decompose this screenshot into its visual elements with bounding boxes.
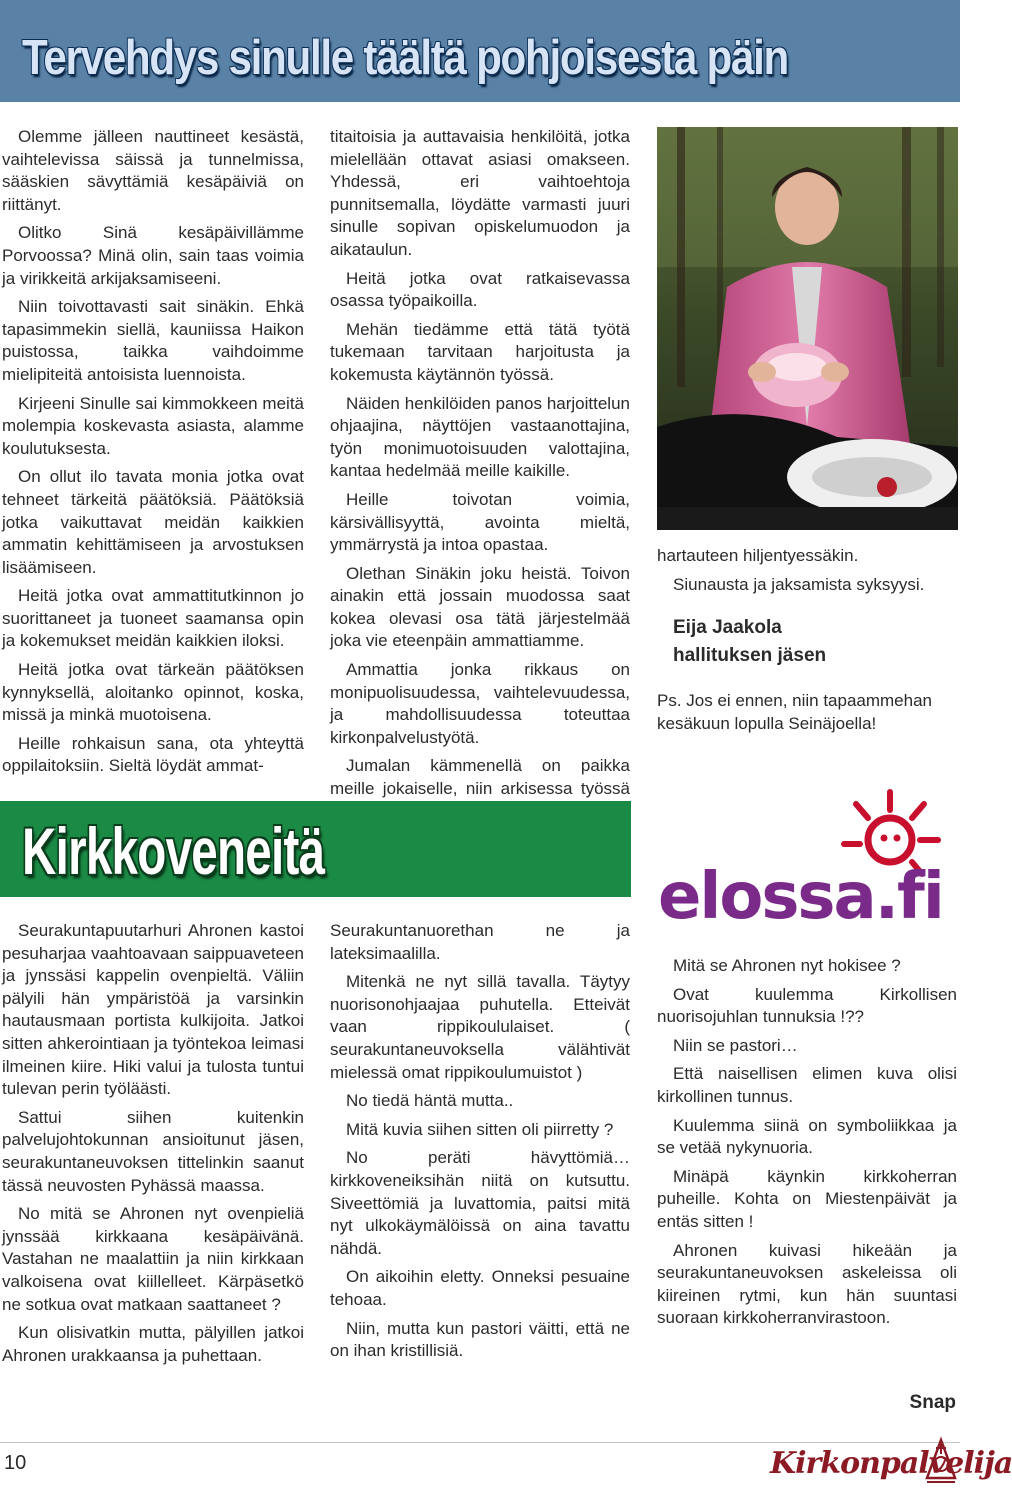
paragraph: Heille rohkaisun sana, ota yhteyttä oppilaitoksiin. Sieltä löydät ammat- bbox=[2, 733, 304, 776]
paragraph: Minäpä käynkin kirkkoherran puheille. Kohta on Miestenpäivät ja entäs sitten ! bbox=[657, 1166, 957, 1231]
paragraph: Heitä jotka ovat tärkeän päätöksen kynnyksellä, aloitanko opinnot, koska, missä ja minkä muotoisena. bbox=[2, 660, 304, 725]
paragraph: Mehän tiedämme että tätä työtä tukemaan tarvitaan harjoitusta ja kokemusta käytännön työssä. bbox=[330, 319, 630, 384]
footer-divider bbox=[0, 1442, 960, 1443]
paragraph: Heille toivotan voimia, kärsivällisyyttä, avointa mieltä, ymmärrystä ja intoa opastaa. bbox=[330, 489, 630, 555]
paragraph: Kirjeeni Sinulle sai kimmokkeen meitä molempia koskevasta asiasta, alamme koulutuksesta. bbox=[2, 393, 304, 458]
article2-column-2 bbox=[330, 920, 630, 1369]
paragraph: Ovat kuulemma Kirkollisen nuorisojuhlan tunnuksia !?? bbox=[657, 984, 957, 1027]
paragraph: Heitä jotka ovat ammattitutkinnon jo suorittaneet ja tuoneet saamansa opin ja kokemukset meidän kaikkien iloksi. bbox=[2, 586, 304, 651]
paragraph: Niin, mutta kun pastori väitti, että ne on ihan kristillisiä. bbox=[330, 1318, 630, 1361]
header-banner bbox=[0, 0, 960, 102]
section-title: Kirkkoveneitä bbox=[22, 814, 325, 888]
paragraph: Siunausta ja jaksamista syksyysi. bbox=[673, 574, 925, 594]
paragraph: Olethan Sinäkin joku heistä. Toivon ainakin että jossain muodossa saat kokea olevasi osa tätä järjestelmää joka vie eteenpäin ammattiamme. bbox=[330, 563, 630, 651]
elossa-logo bbox=[656, 788, 958, 936]
paragraph: Näiden henkilöiden panos harjoittelun ohjaajina, näyttöjen vastaanottajina, työn monimuotoisuuden valottajina, kantaa hedelmää meille kaikille. bbox=[330, 393, 630, 481]
paragraph: Mitä kuvia siihen sitten oli piirretty ? bbox=[346, 1119, 614, 1139]
paragraph: Niin toivottavasti sait sinäkin. Ehkä tapasimmekin siellä, kauniissa Haikon puistossa, taikka vaihdoimme mielipiteitä antoisista luennoista. bbox=[2, 297, 304, 384]
paragraph: hartauteen hiljentyessäkin. bbox=[657, 546, 859, 565]
author-photo bbox=[657, 127, 958, 530]
signature-name: Eija Jaakola bbox=[673, 617, 782, 639]
paragraph: No mitä se Ahronen nyt ovenpieliä jynssää kirkkaana kesäpäivänä. Vastahan ne maalattiin ja niin kirkkaan valkoisena ovat kiillelleet. Kärpäsetkö ne sotkua ovat matkaan saattaneet ? bbox=[2, 1204, 304, 1314]
paragraph: Olemme jälleen nauttineet kesästä, vaihtelevissa säissä ja tunnelmissa, sääskien sävyttämiä kesäpäiviä on riittänyt. bbox=[2, 127, 304, 214]
author-photo-illustration bbox=[657, 127, 958, 530]
paragraph: Jumalan kämmenellä on paikka meille jokaiselle, niin arkisessa työssä bbox=[330, 756, 630, 799]
paragraph: Mitä se Ahronen nyt hokisee ? bbox=[673, 956, 901, 975]
postscript: Ps. Jos ei ennen, niin tapaammehan kesäkuun lopulla Seinäjoella! bbox=[657, 691, 933, 733]
publication-brand: Kirkonpalvelija bbox=[770, 1446, 1012, 1481]
publication-emblem-icon bbox=[925, 1438, 958, 1486]
paragraph: Seurakuntapuutarhuri Ahronen kastoi pesuharjaa vaahtoavaan saippuaveteen ja jynssäsi kappelin ovenpieltä. Väliin pälyili hän ympäristöä ja varsinkin hautausmaan portista kulkijoita. Jatkoi sitten ahkerointiaan ja työntekoa leimasi ilmeinen kiire. Hiki valui ja tulosta tuntui tulevan perin työläästi. bbox=[2, 921, 304, 1099]
paragraph: titaitoisia ja auttavaisia henkilöitä, jotka mielellään ottavat asiasi omakseen. Yhdessä, eri vaihtoehtoja punnitsemalla, löydätte varmasti juuri sinulle sopivan opiskelumuodon ja aikataulun. bbox=[330, 127, 630, 259]
paragraph: Kuulemma siinä on symboliikkaa ja se vetää nykynuoria. bbox=[657, 1115, 957, 1158]
paragraph: Olitko Sinä kesäpäivillämme Porvoossa? Minä olin, sain taas voimia ja virikkeitä arkijaksamiseeni. bbox=[2, 223, 304, 288]
paragraph: Seurakuntanuorethan ne ja lateksimaalilla. bbox=[330, 921, 630, 963]
paragraph: Niin se pastori… bbox=[673, 1035, 798, 1055]
article1-column-3 bbox=[657, 545, 957, 741]
section-heading-band bbox=[0, 801, 631, 897]
paragraph: Ammattia jonka rikkaus on monipuolisuudessa, vaihtelevuudessa, ja mahdollisuudessa toteuttaa kirkonpalvelustyötä. bbox=[330, 660, 630, 747]
elossa-logo-text: elossa.fi bbox=[658, 860, 943, 934]
page-title: Tervehdys sinulle täältä pohjoisesta päin bbox=[22, 31, 788, 85]
paragraph: Mitenkä ne nyt sillä tavalla. Täytyy nuorisonohjaajaa puhutella. Etteivät vaan rippikoululaiset. ( seurakuntaneuvoksella välähtivät mielessä omat rippikoulumuistot ) bbox=[330, 972, 630, 1082]
paragraph: Kun olisivatkin mutta, pälyillen jatkoi Ahronen urakkaansa ja puhettaan. bbox=[2, 1323, 304, 1365]
paragraph: Heitä jotka ovat ratkaisevassa osassa työpaikoilla. bbox=[330, 268, 630, 311]
article2-signature: Snap bbox=[909, 1392, 956, 1413]
paragraph: Että naisellisen elimen kuva olisi kirkollinen tunnus. bbox=[657, 1064, 957, 1106]
paragraph: On aikoihin eletty. Onneksi pesuaine tehoaa. bbox=[330, 1267, 630, 1309]
article1-column-1 bbox=[2, 126, 304, 784]
page-number: 10 bbox=[4, 1452, 27, 1474]
elossa-logo-graphic bbox=[656, 788, 958, 936]
paragraph: No tiedä häntä mutta.. bbox=[346, 1091, 514, 1111]
article2-column-1 bbox=[2, 920, 304, 1373]
paragraph: No peräti hävyttömiä…kirkkoveneiksihän niitä on kutsuttu. Siveettömiä ja luvattomia, paitsi mitä nyt ulkokäymälöissä on aina tavattu nähdä. bbox=[330, 1148, 630, 1258]
paragraph: Sattui siihen kuitenkin palvelujohtokunnan ansioitunut jäsen, seurakuntaneuvoksen tittelinkin saanut tässä neuvosten Pyhässä maassa. bbox=[2, 1107, 304, 1195]
paragraph: On ollut ilo tavata monia jotka ovat tehneet tärkeitä päätöksiä. Päätöksiä jotka vaikuttavat meidän kaikkien ammatin kehittämiseen ja arvostuksen lisäämiseen. bbox=[2, 467, 304, 577]
article1-column-2 bbox=[330, 126, 630, 829]
article2-column-3 bbox=[657, 955, 957, 1336]
signature-role: hallituksen jäsen bbox=[673, 645, 827, 667]
signature-block bbox=[657, 614, 957, 670]
paragraph: Ahronen kuivasi hikeään ja seurakuntaneuvoksen askeleissa oli kiireinen rytmi, kun hän suuntasi suoraan kirkkoherranvirastoon. bbox=[657, 1240, 957, 1328]
